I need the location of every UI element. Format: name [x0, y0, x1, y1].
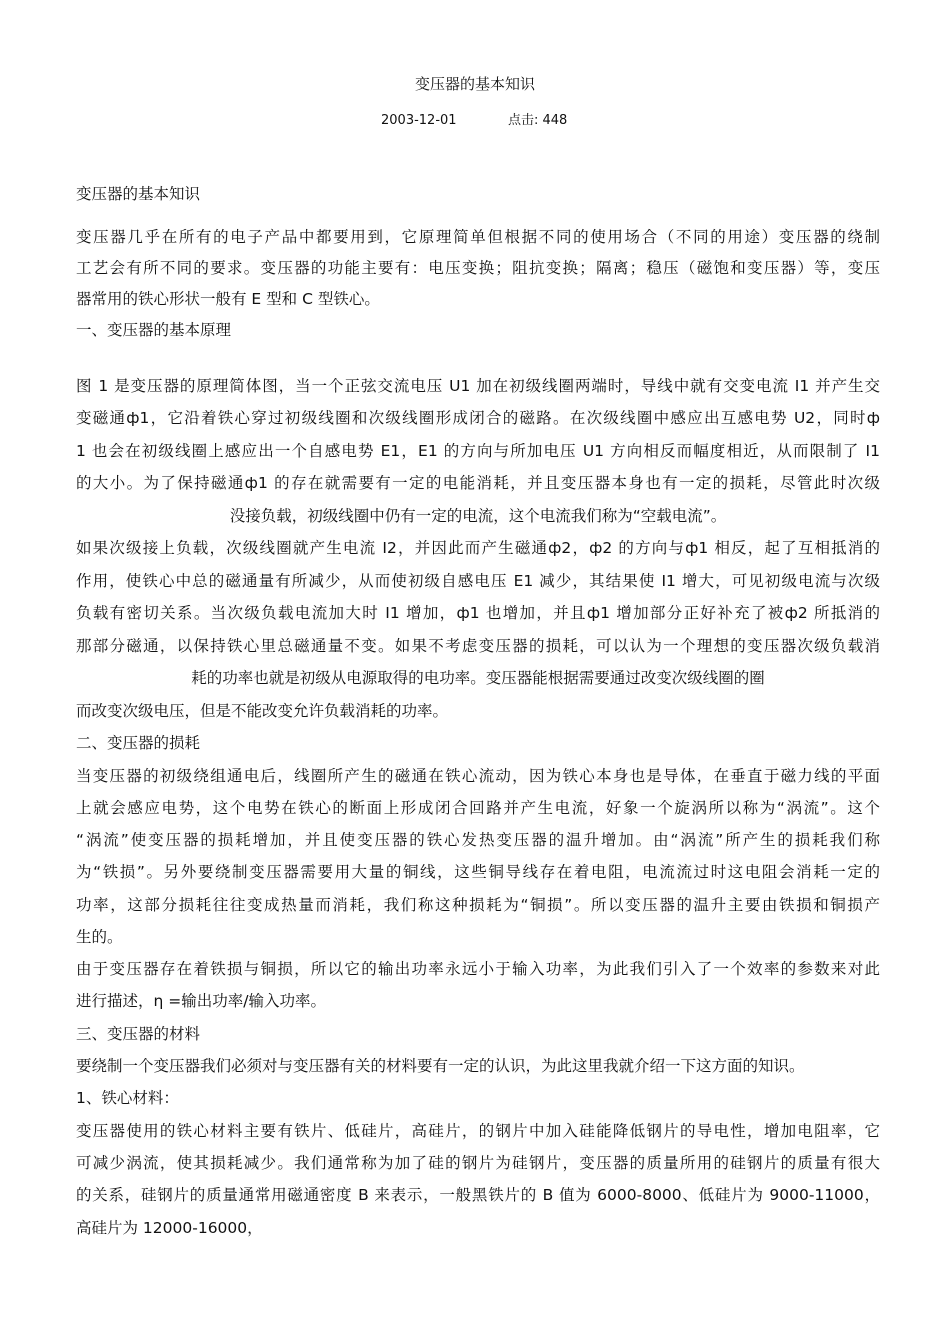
- text-line: 变压器使用的铁心材料主要有铁片、低硅片，高硅片，的钢片中加入硅能降低钢片的导电性，增加电阻率，它: [76, 1122, 880, 1140]
- text-line: 进行描述，η =输出功率/输入功率。: [76, 992, 326, 1010]
- text-line: 的关系，硅钢片的质量通常用磁通密度 B 来表示，一般黑铁片的 B 值为 6000-8000、低硅片为 9000-11000，: [76, 1186, 880, 1204]
- publish-date: 2003-12-01: [381, 113, 457, 128]
- text-line: 工艺会有所不同的要求。变压器的功能主要有：电压变换；阻抗变换；隔离；稳压（磁饱和变压器）等，变压: [76, 259, 880, 277]
- section-heading: 变压器的基本知识: [76, 185, 201, 203]
- text-line: 负载有密切关系。当次级负载电流加大时 I1 增加，ф1 也增加，并且ф1 增加部分正好补充了被ф2 所抵消的: [76, 604, 880, 622]
- document-title: 变压器的基本知识: [414, 75, 535, 93]
- text-line: 为“铁损”。另外要绕制变压器需要用大量的铜线，这些铜导线存在着电阻，电流流过时这电阻会消耗一定的: [76, 863, 880, 881]
- subsection-heading: 1、铁心材料：: [76, 1089, 179, 1107]
- text-line: 高硅片为 12000-16000，: [76, 1219, 263, 1237]
- text-line: 变压器几乎在所有的电子产品中都要用到，它原理简单但根据不同的使用场合（不同的用途）变压器的绕制: [76, 228, 880, 246]
- text-line: 图 1 是变压器的原理简体图，当一个正弦交流电压 U1 加在初级线圈两端时，导线中就有交变电流 I1 并产生交: [76, 377, 880, 395]
- text-line: 耗的功率也就是初级从电源取得的电功率。变压器能根据需要通过改变次级线圈的圈: [191, 669, 765, 687]
- section-heading: 三、变压器的材料: [76, 1025, 201, 1043]
- text-line: “涡流”使变压器的损耗增加，并且使变压器的铁心发热变压器的温升增加。由“涡流”所产生的损耗我们称: [76, 831, 880, 849]
- text-line: 可减少涡流，使其损耗减少。我们通常称为加了硅的钢片为硅钢片，变压器的质量所用的硅钢片的质量有很大: [76, 1154, 880, 1172]
- text-line: 而改变次级电压，但是不能改变允许负载消耗的功率。: [76, 702, 449, 720]
- click-count: 点击: 448: [508, 113, 568, 128]
- text-line: 变磁通ф1，它沿着铁心穿过初级线圈和次级线圈形成闭合的磁路。在次级线圈中感应出互感电势 U2，同时ф: [76, 409, 880, 427]
- text-line: 上就会感应电势，这个电势在铁心的断面上形成闭合回路并产生电流，好象一个旋涡所以称为“涡流”。这个: [76, 799, 880, 817]
- text-line: 没接负载，初级线圈中仍有一定的电流，这个电流我们称为“空载电流”。: [229, 507, 727, 525]
- section-heading: 二、变压器的损耗: [76, 734, 201, 752]
- text-line: 生的。: [76, 928, 123, 946]
- text-line: 那部分磁通，以保持铁心里总磁通量不变。如果不考虑变压器的损耗，可以认为一个理想的变压器次级负载消: [76, 637, 880, 655]
- text-line: 如果次级接上负载，次级线圈就产生电流 I2，并因此而产生磁通ф2，ф2 的方向与ф1 相反，起了互相抵消的: [76, 539, 880, 557]
- text-line: 器常用的铁心形状一般有 E 型和 C 型铁心。: [76, 290, 380, 308]
- text-line: 1 也会在初级线圈上感应出一个自感电势 E1，E1 的方向与所加电压 U1 方向相反而幅度相近，从而限制了 I1: [76, 442, 880, 460]
- text-line: 的大小。为了保持磁通ф1 的存在就需要有一定的电能消耗，并且变压器本身也有一定的损耗，尽管此时次级: [76, 474, 880, 492]
- text-line: 功率，这部分损耗往往变成热量而消耗，我们称这种损耗为“铜损”。所以变压器的温升主要由铁损和铜损产: [76, 896, 880, 914]
- text-line: 由于变压器存在着铁损与铜损，所以它的输出功率永远小于输入功率，为此我们引入了一个效率的参数来对此: [76, 960, 880, 978]
- text-line: 当变压器的初级绕组通电后，线圈所产生的磁通在铁心流动，因为铁心本身也是导体，在垂直于磁力线的平面: [76, 767, 880, 785]
- section-heading: 一、变压器的基本原理: [76, 321, 232, 339]
- text-line: 作用，使铁心中总的磁通量有所减少，从而使初级自感电压 E1 减少，其结果使 I1 增大，可见初级电流与次级: [76, 572, 880, 590]
- text-line: 要绕制一个变压器我们必须对与变压器有关的材料要有一定的认识，为此这里我就介绍一下这方面的知识。: [76, 1057, 805, 1075]
